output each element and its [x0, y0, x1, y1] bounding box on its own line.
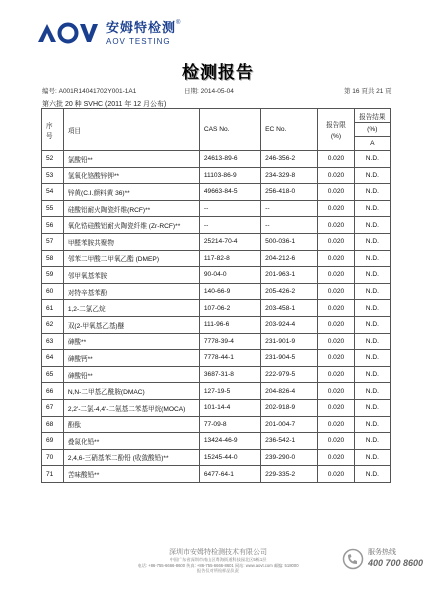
cell-ec: 202-918-9 [261, 399, 318, 416]
cell-no: 55 [42, 200, 64, 217]
cell-item: 1,2-二氯乙烷 [63, 300, 199, 317]
cell-no: 52 [42, 151, 64, 168]
cell-no: 56 [42, 217, 64, 234]
header-no: 序号 [42, 109, 64, 151]
cell-ec: 204-826-4 [261, 383, 318, 400]
cell-item: 酚酞 [63, 416, 199, 433]
header-ec: EC No. [261, 109, 318, 151]
table-row [42, 233, 391, 250]
cell-ec: 204-212-6 [261, 250, 318, 267]
cell-ec: 500-036-1 [261, 233, 318, 250]
cell-result: N.D. [354, 184, 390, 201]
cell-limit: 0.020 [318, 466, 354, 483]
cell-ec: 256-418-0 [261, 184, 318, 201]
page-number: 第 16 頁共 21 頁 [344, 88, 392, 95]
table-row [42, 200, 391, 217]
brand-name-cn: 安姆特检测 [106, 20, 177, 35]
cell-no: 62 [42, 316, 64, 333]
cell-limit: 0.020 [318, 399, 354, 416]
cell-item: 叠氮化铅** [63, 433, 199, 450]
cell-cas: 127-19-5 [199, 383, 260, 400]
cell-no: 67 [42, 399, 64, 416]
cell-ec: 201-004-7 [261, 416, 318, 433]
cell-result: N.D. [354, 300, 390, 317]
cell-ec: 231-901-9 [261, 333, 318, 350]
cell-limit: 0.020 [318, 366, 354, 383]
cell-ec: 246-356-2 [261, 151, 318, 168]
hotline-icon [342, 548, 364, 570]
footer-note: 报告仅对所检样品负责 [197, 568, 239, 573]
cell-no: 53 [42, 167, 64, 184]
cell-result: N.D. [354, 416, 390, 433]
cell-limit: 0.020 [318, 316, 354, 333]
cell-ec: 201-963-1 [261, 267, 318, 284]
cell-ec: 234-329-8 [261, 167, 318, 184]
cell-ec: -- [261, 217, 318, 234]
cell-no: 54 [42, 184, 64, 201]
footer-company: 深圳市安姆特检测技术有限公司 [169, 549, 267, 556]
cell-result: N.D. [354, 250, 390, 267]
cell-result: N.D. [354, 466, 390, 483]
table-row [42, 383, 391, 400]
table-row [42, 316, 391, 333]
cell-item: 对特辛基苯酚 [63, 283, 199, 300]
cell-item: 2,2'-二氯-4,4'-二氨基二苯基甲烷(MOCA) [63, 399, 199, 416]
cell-cas: 140-66-9 [199, 283, 260, 300]
header-result-sample: A [354, 137, 390, 151]
cell-item: 硅酸铝耐火陶瓷纤维(RCF)** [63, 200, 199, 217]
cell-result: N.D. [354, 151, 390, 168]
cell-result: N.D. [354, 399, 390, 416]
cell-limit: 0.020 [318, 200, 354, 217]
table-row [42, 151, 391, 168]
cell-no: 68 [42, 416, 64, 433]
cell-item: 氢氧化铬酸锌钾** [63, 167, 199, 184]
cell-result: N.D. [354, 316, 390, 333]
footer-address: 中国广东省深圳市南山区粤海街道科技园北区5栋1层 [169, 557, 267, 563]
cell-item: 双(2-甲氧基乙基)醚 [63, 316, 199, 333]
table-row [42, 350, 391, 367]
cell-cas: 49663-84-5 [199, 184, 260, 201]
cell-cas: 24613-89-6 [199, 151, 260, 168]
cell-cas: 3687-31-8 [199, 366, 260, 383]
cell-ec: 203-924-4 [261, 316, 318, 333]
header-item: 項目 [63, 109, 199, 151]
table-row [42, 217, 391, 234]
cell-no: 59 [42, 267, 64, 284]
cell-ec: 231-904-5 [261, 350, 318, 367]
registered-mark: ® [176, 20, 181, 26]
cell-no: 66 [42, 383, 64, 400]
cell-no: 64 [42, 350, 64, 367]
cell-item: 2,4,6-三硝基苯二酚铅 (收敛酸铅)** [63, 449, 199, 466]
cell-cas: 7778-39-4 [199, 333, 260, 350]
header-result-unit: (%) [354, 123, 390, 137]
cell-no: 70 [42, 449, 64, 466]
hotline-number: 400 700 8600 [368, 557, 424, 568]
cell-limit: 0.020 [318, 283, 354, 300]
table-row [42, 250, 391, 267]
cell-result: N.D. [354, 167, 390, 184]
cell-limit: 0.020 [318, 350, 354, 367]
cell-cas: -- [199, 200, 260, 217]
cell-cas: 107-06-2 [199, 300, 260, 317]
cell-cas: 13424-46-9 [199, 433, 260, 450]
cell-result: N.D. [354, 200, 390, 217]
cell-cas: 6477-64-1 [199, 466, 260, 483]
table-row [42, 333, 391, 350]
cell-cas: 117-82-8 [199, 250, 260, 267]
cell-result: N.D. [354, 233, 390, 250]
cell-no: 65 [42, 366, 64, 383]
cell-result: N.D. [354, 267, 390, 284]
cell-cas: 90-04-0 [199, 267, 260, 284]
cell-item: 砷酸铅** [63, 366, 199, 383]
cell-limit: 0.020 [318, 267, 354, 284]
section-heading: 第六批 20 种 SVHC (2011 年 12 月公布) [42, 101, 167, 108]
header-limit: 报告限 (%) [318, 109, 354, 151]
cell-result: N.D. [354, 217, 390, 234]
cell-result: N.D. [354, 449, 390, 466]
cell-ec: -- [261, 200, 318, 217]
table-row [42, 449, 391, 466]
cell-cas: 15245-44-0 [199, 449, 260, 466]
cell-no: 69 [42, 433, 64, 450]
brand-name-en: AOV TESTING [106, 37, 171, 46]
table-row [42, 283, 391, 300]
cell-item: N,N-二甲基乙酰胺(DMAC) [63, 383, 199, 400]
table-row [42, 267, 391, 284]
cell-ec: 203-458-1 [261, 300, 318, 317]
cell-cas: 101-14-4 [199, 399, 260, 416]
cell-limit: 0.020 [318, 151, 354, 168]
cell-no: 58 [42, 250, 64, 267]
cell-result: N.D. [354, 283, 390, 300]
report-date: 日期: 2014-05-04 [184, 88, 234, 95]
cell-no: 57 [42, 233, 64, 250]
table-row [42, 433, 391, 450]
table-row [42, 466, 391, 483]
cell-limit: 0.020 [318, 333, 354, 350]
header-result: 报告结果 [354, 109, 390, 123]
company-logo [38, 20, 180, 46]
cell-no: 63 [42, 333, 64, 350]
cell-cas: 25214-70-4 [199, 233, 260, 250]
svhc-table [41, 108, 391, 483]
cell-no: 60 [42, 283, 64, 300]
table-row [42, 167, 391, 184]
cell-item: 氧化锆硅酸铝耐火陶瓷纤维 (Zr-RCF)** [63, 217, 199, 234]
cell-ec: 222-979-5 [261, 366, 318, 383]
cell-no: 61 [42, 300, 64, 317]
hotline-label: 服务热线 [368, 549, 396, 557]
cell-cas: 77-09-8 [199, 416, 260, 433]
table-row [42, 399, 391, 416]
cell-limit: 0.020 [318, 233, 354, 250]
aov-logo-icon [38, 22, 100, 44]
cell-item: 苦味酸铅** [63, 466, 199, 483]
table-row [42, 184, 391, 201]
cell-limit: 0.020 [318, 184, 354, 201]
table-row [42, 300, 391, 317]
cell-limit: 0.020 [318, 416, 354, 433]
cell-item: 砷酸钙** [63, 350, 199, 367]
cell-ec: 229-335-2 [261, 466, 318, 483]
cell-result: N.D. [354, 383, 390, 400]
cell-ec: 236-542-1 [261, 433, 318, 450]
cell-ec: 239-290-0 [261, 449, 318, 466]
cell-ec: 205-426-2 [261, 283, 318, 300]
cell-item: 邻甲氧基苯胺 [63, 267, 199, 284]
cell-limit: 0.020 [318, 433, 354, 450]
cell-cas: 111-96-6 [199, 316, 260, 333]
cell-limit: 0.020 [318, 250, 354, 267]
cell-item: 邻苯二甲酸二甲氧乙酯 (DMEP) [63, 250, 199, 267]
footer-contact: 电话: +86-755-6666-8600 传真: +86-755-6666-8601 网站: www.aovt.com 邮编: 518000 [137, 562, 299, 568]
report-number: 编号: A001R14041702Y001-1A1 [42, 88, 137, 95]
cell-limit: 0.020 [318, 167, 354, 184]
table-row [42, 366, 391, 383]
cell-cas: 7778-44-1 [199, 350, 260, 367]
cell-limit: 0.020 [318, 383, 354, 400]
cell-cas: 11103-86-9 [199, 167, 260, 184]
cell-item: 锌黄(C.I.颜料黄 36)** [63, 184, 199, 201]
cell-limit: 0.020 [318, 300, 354, 317]
cell-item: 甲醛苯胺共聚物 [63, 233, 199, 250]
table-row [42, 416, 391, 433]
cell-result: N.D. [354, 333, 390, 350]
cell-item: 砷酸** [63, 333, 199, 350]
cell-result: N.D. [354, 433, 390, 450]
cell-no: 71 [42, 466, 64, 483]
cell-limit: 0.020 [318, 217, 354, 234]
cell-cas: -- [199, 217, 260, 234]
report-title: 检测报告 [182, 63, 254, 83]
cell-result: N.D. [354, 350, 390, 367]
cell-limit: 0.020 [318, 449, 354, 466]
cell-item: 氯酸铅** [63, 151, 199, 168]
header-cas: CAS No. [199, 109, 260, 151]
cell-result: N.D. [354, 366, 390, 383]
service-hotline [342, 548, 423, 570]
